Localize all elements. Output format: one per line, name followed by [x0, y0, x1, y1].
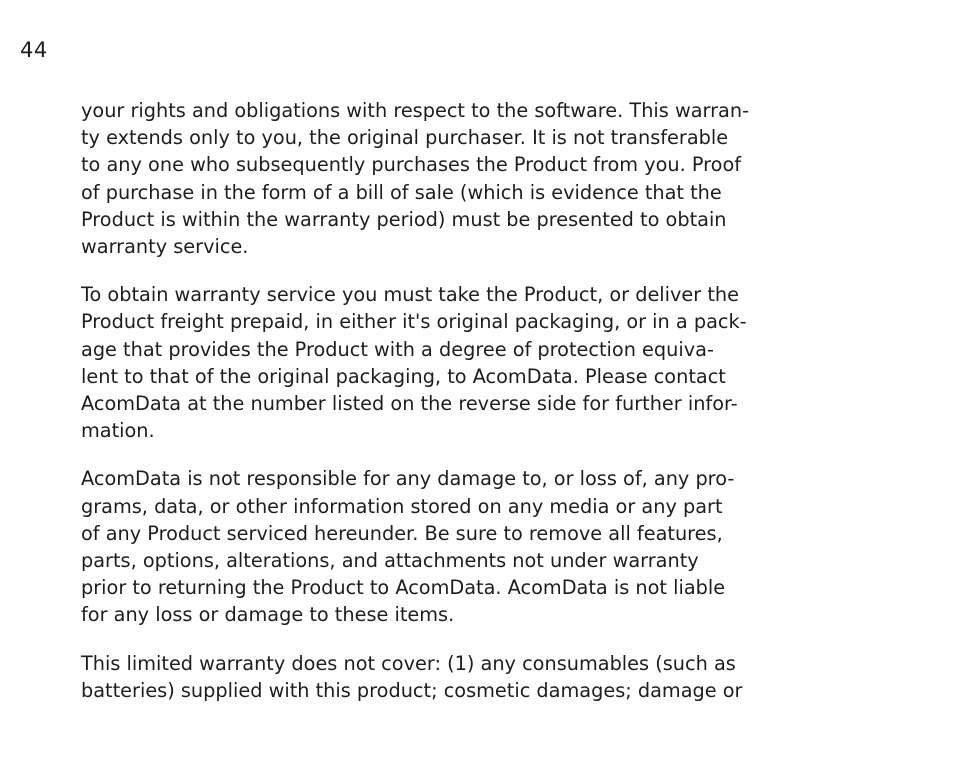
text-line: To obtain warranty service you must take the Product, or deliver the	[81, 283, 739, 307]
paragraph-not-responsible	[81, 465, 841, 628]
text-line: grams, data, or other information stored on any media or any part	[81, 494, 723, 518]
text-line: AcomData is not responsible for any damage to, or loss of, any pro-	[81, 467, 735, 491]
text-line: lent to that of the original packaging, to AcomData. Please contact	[81, 364, 726, 388]
text-line: batteries) supplied with this product; cosmetic damages; damage or	[81, 678, 743, 702]
text-line: parts, options, alterations, and attachments not under warranty	[81, 549, 699, 573]
text-line: AcomData at the number listed on the reverse side for further infor-	[81, 392, 738, 416]
text-line: Product is within the warranty period) must be presented to obtain	[81, 207, 727, 231]
text-line: your rights and obligations with respect to the software. This warran-	[81, 99, 750, 122]
paragraph-limited-warranty	[81, 650, 841, 704]
text-line: mation.	[81, 419, 155, 443]
text-line: for any loss or damage to these items.	[81, 603, 455, 627]
text-line: of purchase in the form of a bill of sale (which is evidence that the	[81, 180, 722, 204]
text-line: prior to returning the Product to AcomData. AcomData is not liable	[81, 576, 726, 600]
page-number: 44	[20, 38, 48, 62]
text-line: to any one who subsequently purchases the Product from you. Proof	[81, 153, 742, 177]
paragraph-rights	[81, 97, 841, 260]
body-text	[81, 97, 841, 725]
text-line: ty extends only to you, the original purchaser. It is not transferable	[81, 126, 729, 150]
text-line: of any Product serviced hereunder. Be sure to remove all features,	[81, 521, 723, 545]
text-line: warranty service.	[81, 235, 249, 259]
text-line: This limited warranty does not cover: (1) any consumables (such as	[81, 651, 736, 675]
text-line: Product freight prepaid, in either it's original packaging, or in a pack-	[81, 310, 747, 334]
text-line: age that provides the Product with a degree of protection equiva-	[81, 337, 714, 361]
paragraph-obtain-service	[81, 281, 841, 444]
